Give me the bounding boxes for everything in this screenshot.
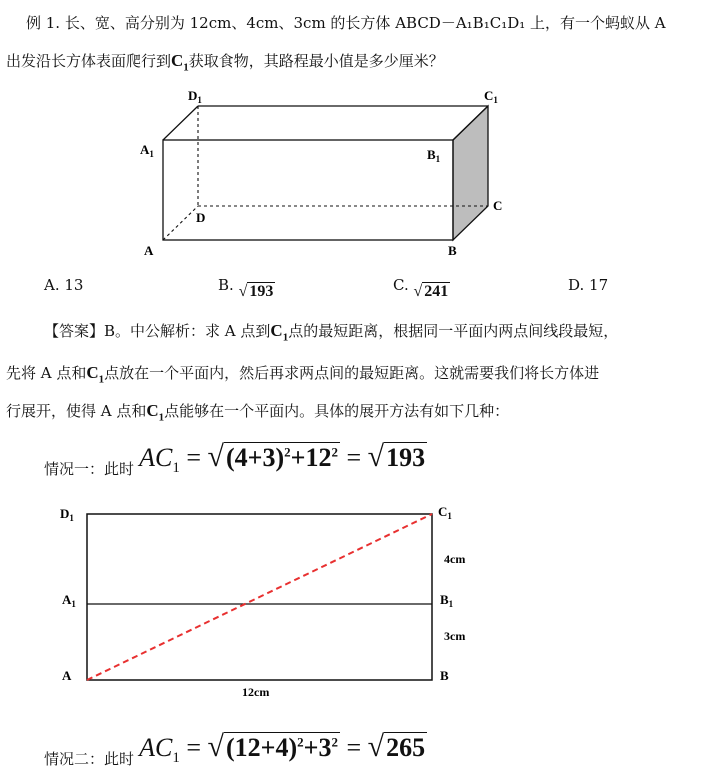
case2-label: 情况二：此时	[44, 750, 135, 768]
question-line-2b: 获取食物，其路程最小值是多少厘米？	[188, 52, 444, 70]
net-dim-mid: 3cm	[444, 629, 466, 643]
label-c: C	[493, 198, 503, 213]
net-label-b1: $B_1$	[440, 592, 454, 609]
net-label-a: A	[62, 668, 72, 683]
case2-equation: $AC_1 = √(12+4)^2+3^2 = √265$	[139, 730, 426, 767]
net-label-c1: $C_1$	[438, 504, 452, 521]
case2-formula	[44, 730, 427, 770]
c1-symbol: $C_1$	[146, 401, 165, 424]
net-label-b: B	[440, 668, 449, 683]
edge-a1-d1	[163, 106, 198, 140]
cuboid-right-face	[453, 106, 488, 240]
unfolded-net-diagram	[50, 500, 490, 700]
question-line-2	[6, 50, 444, 73]
option-a: A. 13	[44, 276, 84, 294]
option-c: C. √ 241	[393, 276, 449, 300]
c1-symbol: $C_1$	[86, 363, 105, 386]
cuboid-front-face	[163, 140, 453, 240]
case1-label: 情况一：此时	[44, 460, 135, 478]
label-a1: $A_1$	[140, 142, 154, 159]
hidden-edge-a-d	[163, 206, 198, 240]
case1-formula	[44, 440, 427, 480]
label-a: A	[144, 243, 154, 258]
label-d: D	[196, 210, 206, 225]
answer-line-3: 行展开，使得 A 点和$C_1$点能够在一个平面内。具体的展开方法有如下几种：	[6, 401, 510, 424]
net-label-a1: $A_1$	[62, 592, 76, 609]
c1-symbol: $C_1$	[270, 321, 289, 344]
question-line-1: 例 1. 长、宽、高分别为 12cm、4cm、3cm 的长方体 ABCD－A₁B₁C₁D₁ 上，有一个蚂蚁从 A	[26, 14, 666, 32]
option-c-radical: √ 241	[413, 283, 449, 300]
net-dim-top: 4cm	[444, 552, 466, 566]
answer-line-1: 【答案】B。中公解析：求 A 点到$C_1$点的最短距离，根据同一平面内两点间线段最短，	[44, 321, 619, 344]
label-b: B	[448, 243, 457, 258]
option-b: B. √ 193	[218, 276, 274, 300]
shortest-path-line	[87, 514, 432, 680]
case1-equation: $AC_1 = √(4+3)^2+12^2 = √193$	[139, 440, 426, 477]
label-d1: $D_1$	[188, 88, 202, 105]
label-c1: $C_1$	[484, 88, 498, 105]
net-dim-bottom: 12cm	[242, 685, 270, 699]
cuboid-diagram	[130, 80, 520, 270]
c1-symbol: $C_1$	[171, 51, 189, 74]
answer-line-2: 先将 A 点和$C_1$点放在一个平面内，然后再求两点间的最短距离。这就需要我们将长方体进	[6, 363, 600, 386]
option-b-radical: √ 193	[238, 283, 274, 300]
question-line-2a: 出发沿长方体表面爬行到	[6, 52, 172, 70]
option-d: D. 17	[568, 276, 609, 294]
label-b1: $B_1$	[427, 147, 441, 164]
net-label-d1: $D_1$	[60, 506, 74, 523]
